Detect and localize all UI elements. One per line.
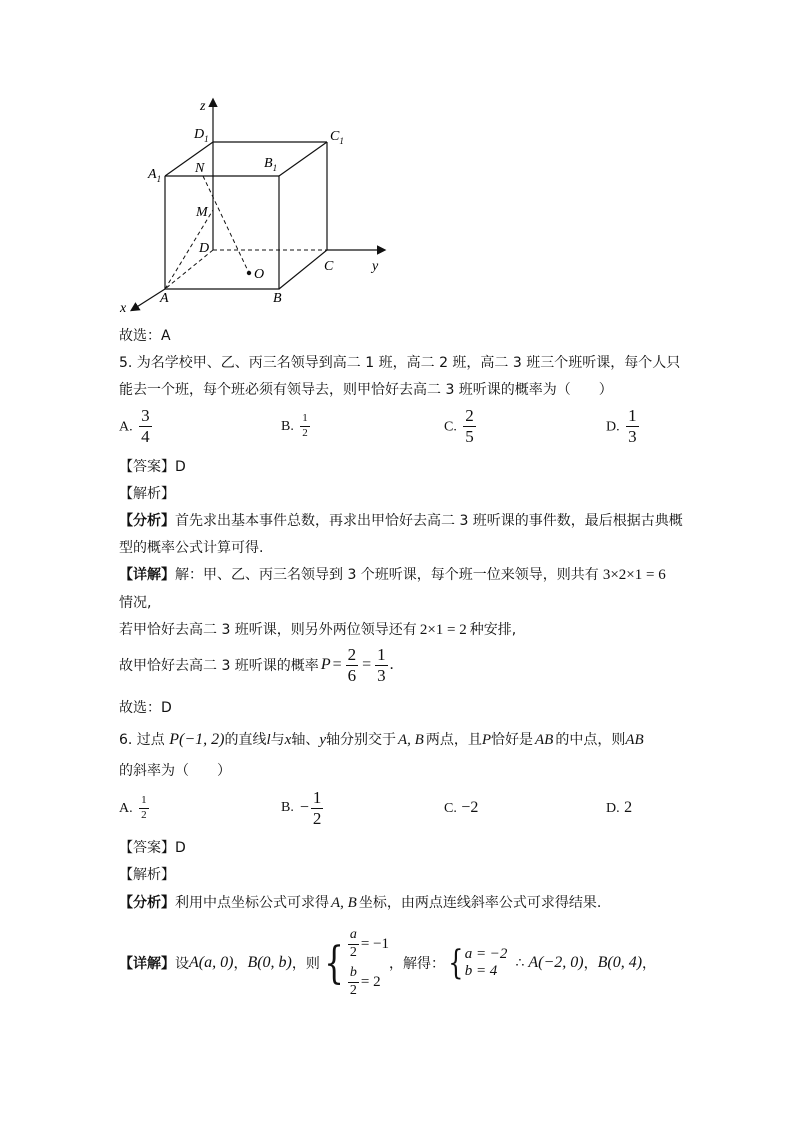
- option-label: B.: [281, 419, 294, 435]
- option-fraction: $\frac{1}{2}$: [312, 788, 322, 828]
- q6-option-d: D. 2: [606, 799, 633, 816]
- label-d: D: [199, 241, 210, 256]
- equation-system: $\frac{a}{2}$ = −1 $\frac{b}{2}$ = 2: [349, 927, 390, 999]
- q6-fenxi: 【分析】利用中点坐标公式可求得 A, B 坐标，由两点连线斜率公式可求得结果.: [119, 895, 602, 911]
- option-fraction: $\frac{1}{3}$: [628, 406, 637, 446]
- q6-option-c: C. −2: [444, 799, 479, 816]
- label-y: y: [372, 259, 379, 274]
- q5-fenxi-line1: 【分析】首先求出基本事件总数，再求出甲恰好去高二 3 班听课的事件数，最后根据古典概: [119, 513, 683, 529]
- q5-stem-line2: 能去一个班，每个班必须有领导去，则甲恰好去高二 3 班听课的概率为（ ）: [119, 382, 613, 398]
- q5-detail-line1b: 情况,: [119, 595, 152, 611]
- q5-conclusion: 故选：D: [119, 700, 172, 716]
- option-fraction: $\frac{1}{2}$: [141, 794, 147, 821]
- q5-option-d: [606, 407, 641, 446]
- label-a1: $A_1$: [148, 167, 162, 184]
- label-z: z: [200, 99, 206, 114]
- option-label: A.: [119, 801, 133, 817]
- q5-option-b: [281, 413, 312, 439]
- label-a: A: [160, 291, 169, 306]
- q5-detail-line1: 【详解】解：甲、乙、丙三名领导到 3 个班听课，每个班一位来领导，则共有 3×2×1 = 6: [119, 567, 666, 583]
- q5-analysis-tag: 【解析】: [119, 486, 175, 502]
- q6-option-b: B. − $\frac{1}{2}$: [281, 788, 322, 828]
- option-fraction: $\frac{1}{2}$: [302, 412, 308, 439]
- edge-bc: [279, 250, 327, 289]
- q5-detail-line2: 若甲恰好去高二 3 班听课，则另外两位领导还有 2×1 = 2 种安排,: [119, 622, 517, 638]
- option-label: A.: [119, 419, 133, 435]
- cube-figure: [110, 90, 400, 320]
- q5-option-a: [119, 407, 154, 446]
- option-label: D.: [606, 419, 620, 435]
- q6-answer: 【答案】D: [119, 840, 186, 856]
- label-n: N: [195, 161, 205, 176]
- label-d1: $D_1$: [194, 127, 209, 144]
- solution-system: a = −2 b = 4: [464, 946, 508, 980]
- label-x: x: [120, 301, 127, 316]
- label-b: B: [273, 291, 282, 306]
- q5-fenxi-line2: 型的概率公式计算可得.: [119, 540, 264, 556]
- q4-conclusion: 故选：A: [119, 328, 171, 344]
- q5-detail-line3: 故甲恰好去高二 3 班听课的概率 P = $\frac{2}{6}$ = $\frac{1}{3}$ .: [119, 645, 394, 685]
- fraction-2-6: $\frac{2}{6}$: [347, 645, 357, 685]
- label-c: C: [324, 259, 334, 274]
- option-label: B.: [281, 800, 294, 816]
- q6-option-a: [119, 795, 151, 821]
- q6-detail: 【详解】 设 A(a, 0) ， B(0, b) ，则 { $\frac{a}{2}$ = −1 $\frac{b}{2}$ = 2 ，解得： { a = −2 b = 4 ∴ A(−2, 0) ， B(0, 4) ，: [119, 927, 657, 999]
- point-o: [247, 271, 251, 275]
- q6-stem-line1: 6. 过点 P(−1, 2)的直线l与x轴、y轴分别交于 A, B 两点，且P恰好是 AB 的中点，则AB: [119, 731, 644, 748]
- option-fraction: $\frac{3}{4}$: [141, 406, 150, 446]
- q6-analysis-tag: 【解析】: [119, 867, 175, 883]
- segment-no: [203, 176, 249, 273]
- option-label: C.: [444, 419, 457, 435]
- q5-option-c: [444, 407, 478, 446]
- label-o: O: [254, 267, 265, 282]
- q5-answer: 【答案】D: [119, 459, 186, 475]
- edge-a1d1: [165, 142, 213, 176]
- label-m: M: [196, 205, 208, 220]
- fraction-1-3: $\frac{1}{3}$: [377, 645, 386, 685]
- label-b1: $B_1$: [264, 156, 278, 173]
- q6-stem-line2: 的斜率为（ ）: [119, 763, 231, 779]
- label-c1: $C_1$: [330, 129, 344, 146]
- option-fraction: $\frac{2}{5}$: [465, 406, 474, 446]
- q5-stem-line1: 5. 为名学校甲、乙、丙三名领导到高二 1 班，高二 2 班，高二 3 班三个班听课，每个人只: [119, 355, 681, 371]
- edge-b1c1: [279, 142, 327, 176]
